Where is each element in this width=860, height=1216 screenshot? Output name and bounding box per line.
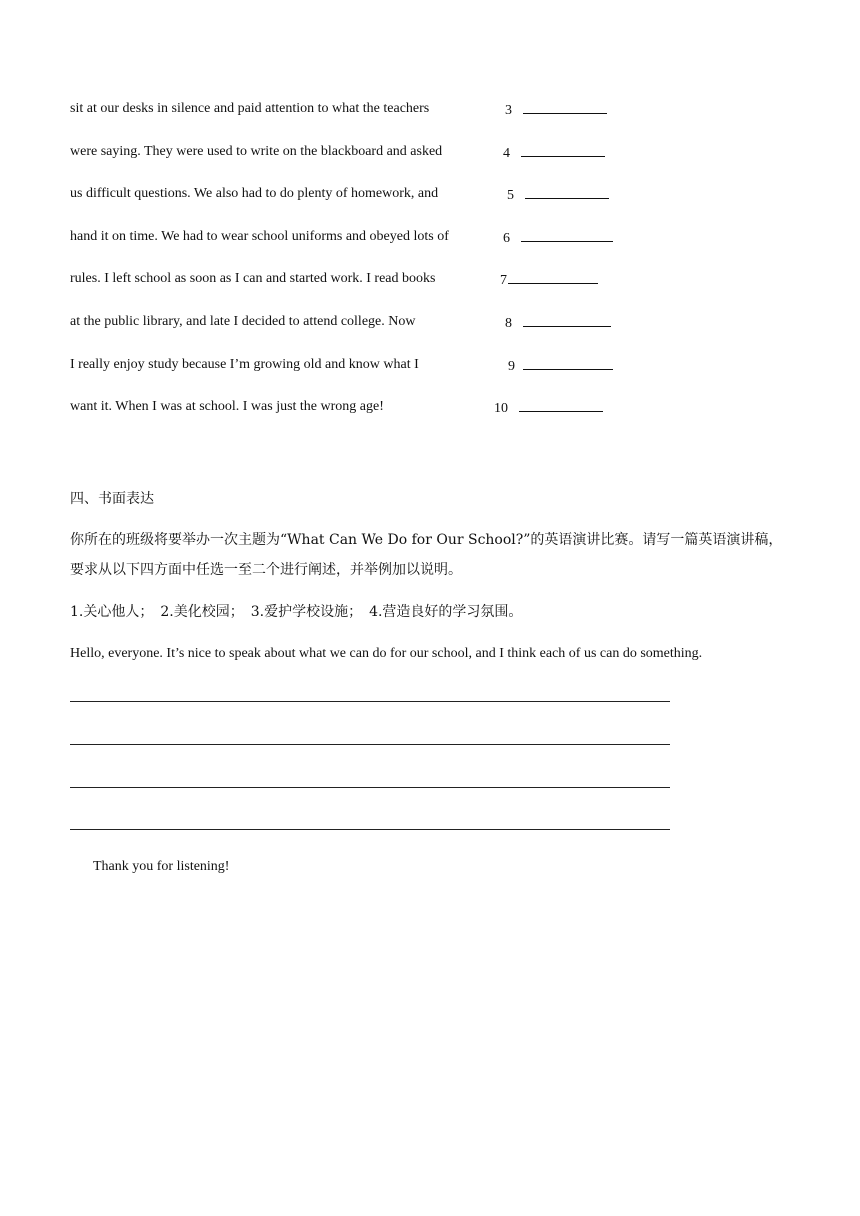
answer-number: 4	[503, 146, 510, 161]
writing-line-2[interactable]	[70, 744, 670, 745]
answer-blank-6[interactable]	[521, 228, 613, 242]
answer-blank-9[interactable]	[523, 356, 613, 370]
answer-number: 9	[508, 359, 515, 374]
answer-number: 6	[503, 231, 510, 246]
cloze-line-7: rules. I left school as soon as I can and started work. I read books	[70, 271, 436, 286]
writing-options: 1.关心他人； 2.美化校园； 3.爱护学校设施； 4.营造良好的学习氛围。	[70, 604, 523, 620]
cloze-line-8: at the public library, and late I decided to attend college. Now	[70, 314, 416, 329]
answer-blank-4[interactable]	[521, 143, 605, 157]
answer-blank-3[interactable]	[523, 100, 607, 114]
answer-number: 5	[507, 188, 514, 203]
writing-line-3[interactable]	[70, 787, 670, 788]
answer-number: 7	[500, 273, 507, 288]
cloze-line-4: were saying. They were used to write on the blackboard and asked	[70, 144, 443, 159]
answer-item-4	[503, 143, 605, 163]
answer-item-5	[507, 185, 609, 205]
answer-item-10	[494, 398, 603, 418]
writing-line-1[interactable]	[70, 701, 670, 702]
cloze-line-6: hand it on time. We had to wear school uniforms and obeyed lots of	[70, 229, 449, 244]
answer-item-6	[503, 228, 613, 248]
answer-item-7	[500, 270, 598, 290]
cloze-line-9: I really enjoy study because I’m growing old and know what I	[70, 357, 419, 372]
answer-blank-10[interactable]	[519, 398, 603, 412]
section-heading: 四、书面表达	[70, 491, 154, 507]
cloze-line-10: want it. When I was at school. I was just the wrong age!	[70, 399, 384, 414]
answer-blank-7[interactable]	[508, 270, 598, 284]
answer-blank-5[interactable]	[525, 185, 609, 199]
cloze-line-5: us difficult questions. We also had to do plenty of homework, and	[70, 186, 439, 201]
cloze-line-3: sit at our desks in silence and paid attention to what the teachers	[70, 101, 430, 116]
speech-closing: Thank you for listening!	[93, 859, 230, 874]
speech-opening: Hello, everyone. It’s nice to speak about what we can do for our school, and I think each of us can do something.	[70, 646, 703, 661]
answer-blank-8[interactable]	[523, 313, 611, 327]
writing-line-4[interactable]	[70, 829, 670, 830]
answer-number: 3	[505, 103, 512, 118]
writing-prompt-line-2: 要求从以下四方面中任选一至二个进行阐述，并举例加以说明。	[70, 562, 462, 578]
answer-number: 8	[505, 316, 512, 331]
answer-item-3	[505, 100, 607, 120]
answer-item-8	[505, 313, 611, 333]
answer-number: 10	[494, 401, 508, 416]
writing-prompt-line-1: 你所在的班级将要举办一次主题为“What Can We Do for Our School?”的英语演讲比赛。请写一篇英语演讲稿，	[70, 532, 783, 548]
answer-item-9	[508, 356, 613, 376]
